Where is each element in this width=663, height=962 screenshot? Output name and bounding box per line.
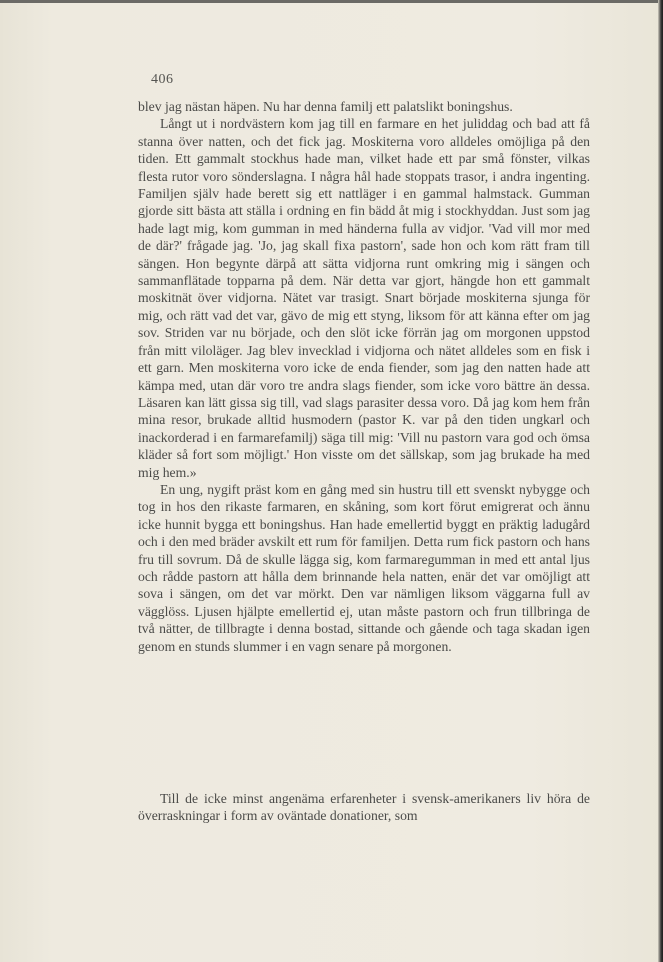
section-text [138,790,590,825]
page-right-edge [658,0,663,962]
paragraph: blev jag nästan häpen. Nu har denna familj ett palatslikt boningshus. [138,99,513,114]
page-number: 406 [151,72,174,87]
paragraph: Långt ut i nordvästern kom jag till en farmare en het juliddag och bad att få stanna över natten, och det fick jag. Moskiterna voro alldeles omöjliga på den tiden. Ett gammalt stockhus hade man, vilket hade ett par små fönster, vilkas flesta rutor voro sönderslagna. I några hål hade stoppats trasor, i andra ingenting. Familjen själv hade berett sig ett nattläger i en gammal halmstack. Gumman gjorde sitt bästa att ställa i ordning en fin bädd åt mig i stockhyddan. Just som jag hade lagt mig, kom gumman in med händerna fulla av vidjor. 'Vad vill mor med de där?' frågade jag. 'Jo, jag skall fixa pastorn', sade hon och kom rätt fram till sängen. Hon begynte därpå att sätta vidjorna runt omkring mig i sängen och sammanflätade topparna på dem. När detta var gjort, hängde hon ett gammalt moskitnät över vidjorna. Nätet var trasigt. Snart började moskiterna sjunga för mig, och rätt vad det var, gävo de mig ett styng, liksom för att känna efter om jag sov. Striden var nu började, och den slöt icke förrän jag om morgonen uppstod från mitt viloläger. Jag blev invecklad i vidjorna och nätet alldeles som en fisk i ett garn. Men moskiterna voro icke de enda fiender, som jag den natten hade att kämpa med, utan där voro tre andra slags fiender, som icke voro bättre än dessa. Läsaren kan lätt gissa sig till, vad slags parasiter dessa voro. Då jag kom hem från mina resor, brukade alltid husmodern (pastor K. var på den tiden ungkarl och inackorderad i en farmarefamilj) säga till mig: 'Vill nu pastorn vara god och ömsa kläder så fort som möjligt.' Hon visste om det sällskap, som jag brukade ha med mig hem.» [138,116,590,480]
page-top-edge [0,0,663,3]
body-text [138,98,590,655]
paragraph: Till de icke minst angenäma erfarenheter i svensk-amerikaners liv höra de överraskningar i form av oväntade donationer, som [138,791,590,824]
paragraph: En ung, nygift präst kom en gång med sin hustru till ett svenskt nybygge och tog in hos den rikaste farmaren, en skåning, som kort förut emigrerat och ännu icke hunnit bygga ett boningshus. Han hade emellertid byggt en präktig ladugård och i den med bräder avskilt ett rum för familjen. Detta rum fick pastorn och hans fru till sovrum. Då de skulle lägga sig, kom farmaregumman in med ett antal ljus och rådde pastorn att hålla dem brinnande hela natten, enär det var omöjligt att sova i sängen, om det var mörkt. Den var nämligen liksom väggarna full av vägglöss. Ljusen hjälpte emellertid ej, utan måste pastorn och frun tillbringa de två nätter, de tillbragte i denna bostad, sittande och gående och taga skadan igen genom en stunds slummer i en vagn senare på morgonen. [138,481,590,654]
